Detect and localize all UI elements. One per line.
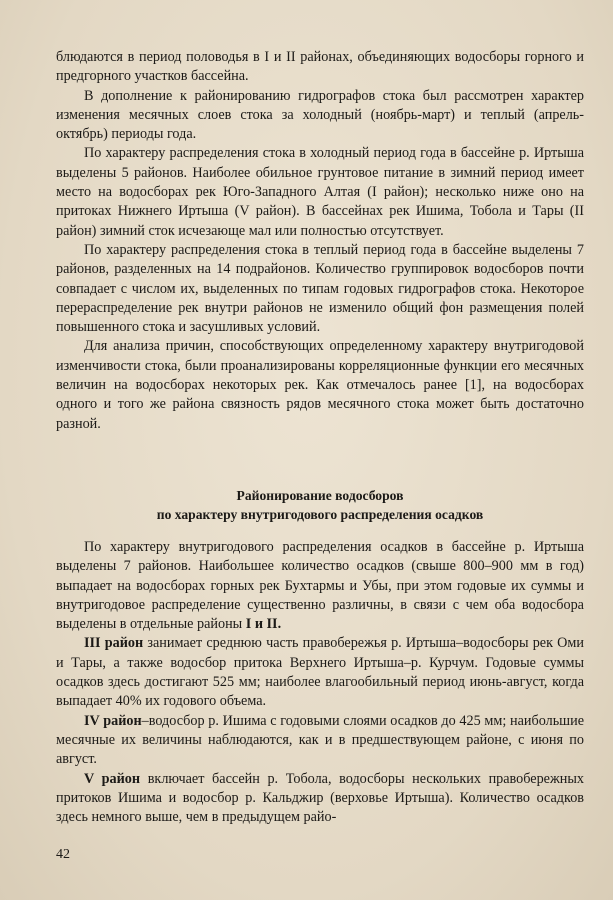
- body-text-section-1: [56, 48, 584, 434]
- region-iv-text: –водосбор р. Ишима с годовыми слоями осадков до 425 мм; наибольшие месячные их величины наблюдаются, как и в предшествующем районе, с июня по август.: [56, 712, 584, 768]
- section-heading-line-1: Районирование водосборов: [236, 488, 404, 503]
- region-v-text: включает бассейн р. Тобола, водосборы нескольких правобережных притоков Ишима и водосбор р. Кальджир (верховье Иртыша). Количество осадков здесь немного выше, чем в предыдущем райо-: [56, 770, 584, 826]
- regions-i-ii: I и II.: [245, 616, 282, 633]
- body-text-section-2: [56, 538, 584, 827]
- paragraph-region-v: [56, 770, 584, 828]
- paragraph-warm-period: По характеру распределения стока в теплый период года в бассейне выделены 7 районов, разделенных на 14 подрайонов. Количество группировок водосборов почти совпадает с числом их, выделенных по типам годовых гидрографов стока. Некоторое перераспределение рек внутри районов не изменило общий фон размещения полей повышенного стока и засушливых условий.: [56, 241, 584, 336]
- region-v-label: V район: [84, 770, 141, 787]
- paragraph-cold-period: По характеру распределения стока в холодный период года в бассейне р. Иртыша выделены 5 районов. Наиболее обильное грунтовое питание в зимний период имеет место на водосборах рек Юго-Западного Алтая (I район); несколько ниже оно на притоках Нижнего Иртыша (V район). В бассейнах рек Ишима, Тобола и Тары (II район) зимний сток исчезающе мал или полностью отсутствует.: [56, 145, 584, 239]
- region-iii-label: III район: [84, 635, 144, 652]
- region-iv-label: IV район: [84, 712, 142, 729]
- page-number: 42: [56, 847, 70, 862]
- paragraph-correlation-analysis: Для анализа причин, способствующих определенному характеру внутригодовой изменчивости стока, были проанализированы корреляционные функции его месячных величин на водосборах некоторых рек. Как отмечалось ранее [1], на водосборах одного и того же района связность рядов месячного стока может быть достаточно разной.: [56, 338, 584, 432]
- paragraph-hydrograph-regionalization: В дополнение к районированию гидрографов стока был рассмотрен характер изменения месячных слоев стока за холодный (ноябрь-март) и теплый (апрель-октябрь) периоды года.: [56, 87, 584, 143]
- paragraph-region-iv: [56, 712, 584, 770]
- paragraph-continuation: блюдаются в период половодья в I и II районах, объединяющих водосборы горного и предгорного участков бассейна.: [56, 49, 584, 85]
- paragraph-precipitation-regions-text: По характеру внутригодового распределения осадков в бассейне р. Иртыша выделены 7 районов. Наибольшее количество осадков (свыше 800–900 мм в год) выпадает на водосборах горных рек Бухтармы и Убы, при этом годовые их суммы и внутригодовое распределение существенно различны, в связи с чем оба водосбора выделены в отдельные районы: [56, 539, 584, 633]
- paragraph-region-iii: [56, 634, 584, 711]
- section-heading-line-2: по характеру внутригодового распределения осадков: [156, 507, 484, 522]
- region-iii-text: занимает среднюю часть правобережья р. Иртыша–водосборы рек Оми и Тары, а также водосбор притока Верхнего Иртыша–р. Курчум. Годовые суммы осадков здесь достигают 525 мм; наиболее влагообильный период июнь-август, когда выпадает 40% их годового объема.: [56, 635, 584, 710]
- paragraph-precipitation-regions: [56, 538, 584, 634]
- section-heading: [56, 486, 584, 524]
